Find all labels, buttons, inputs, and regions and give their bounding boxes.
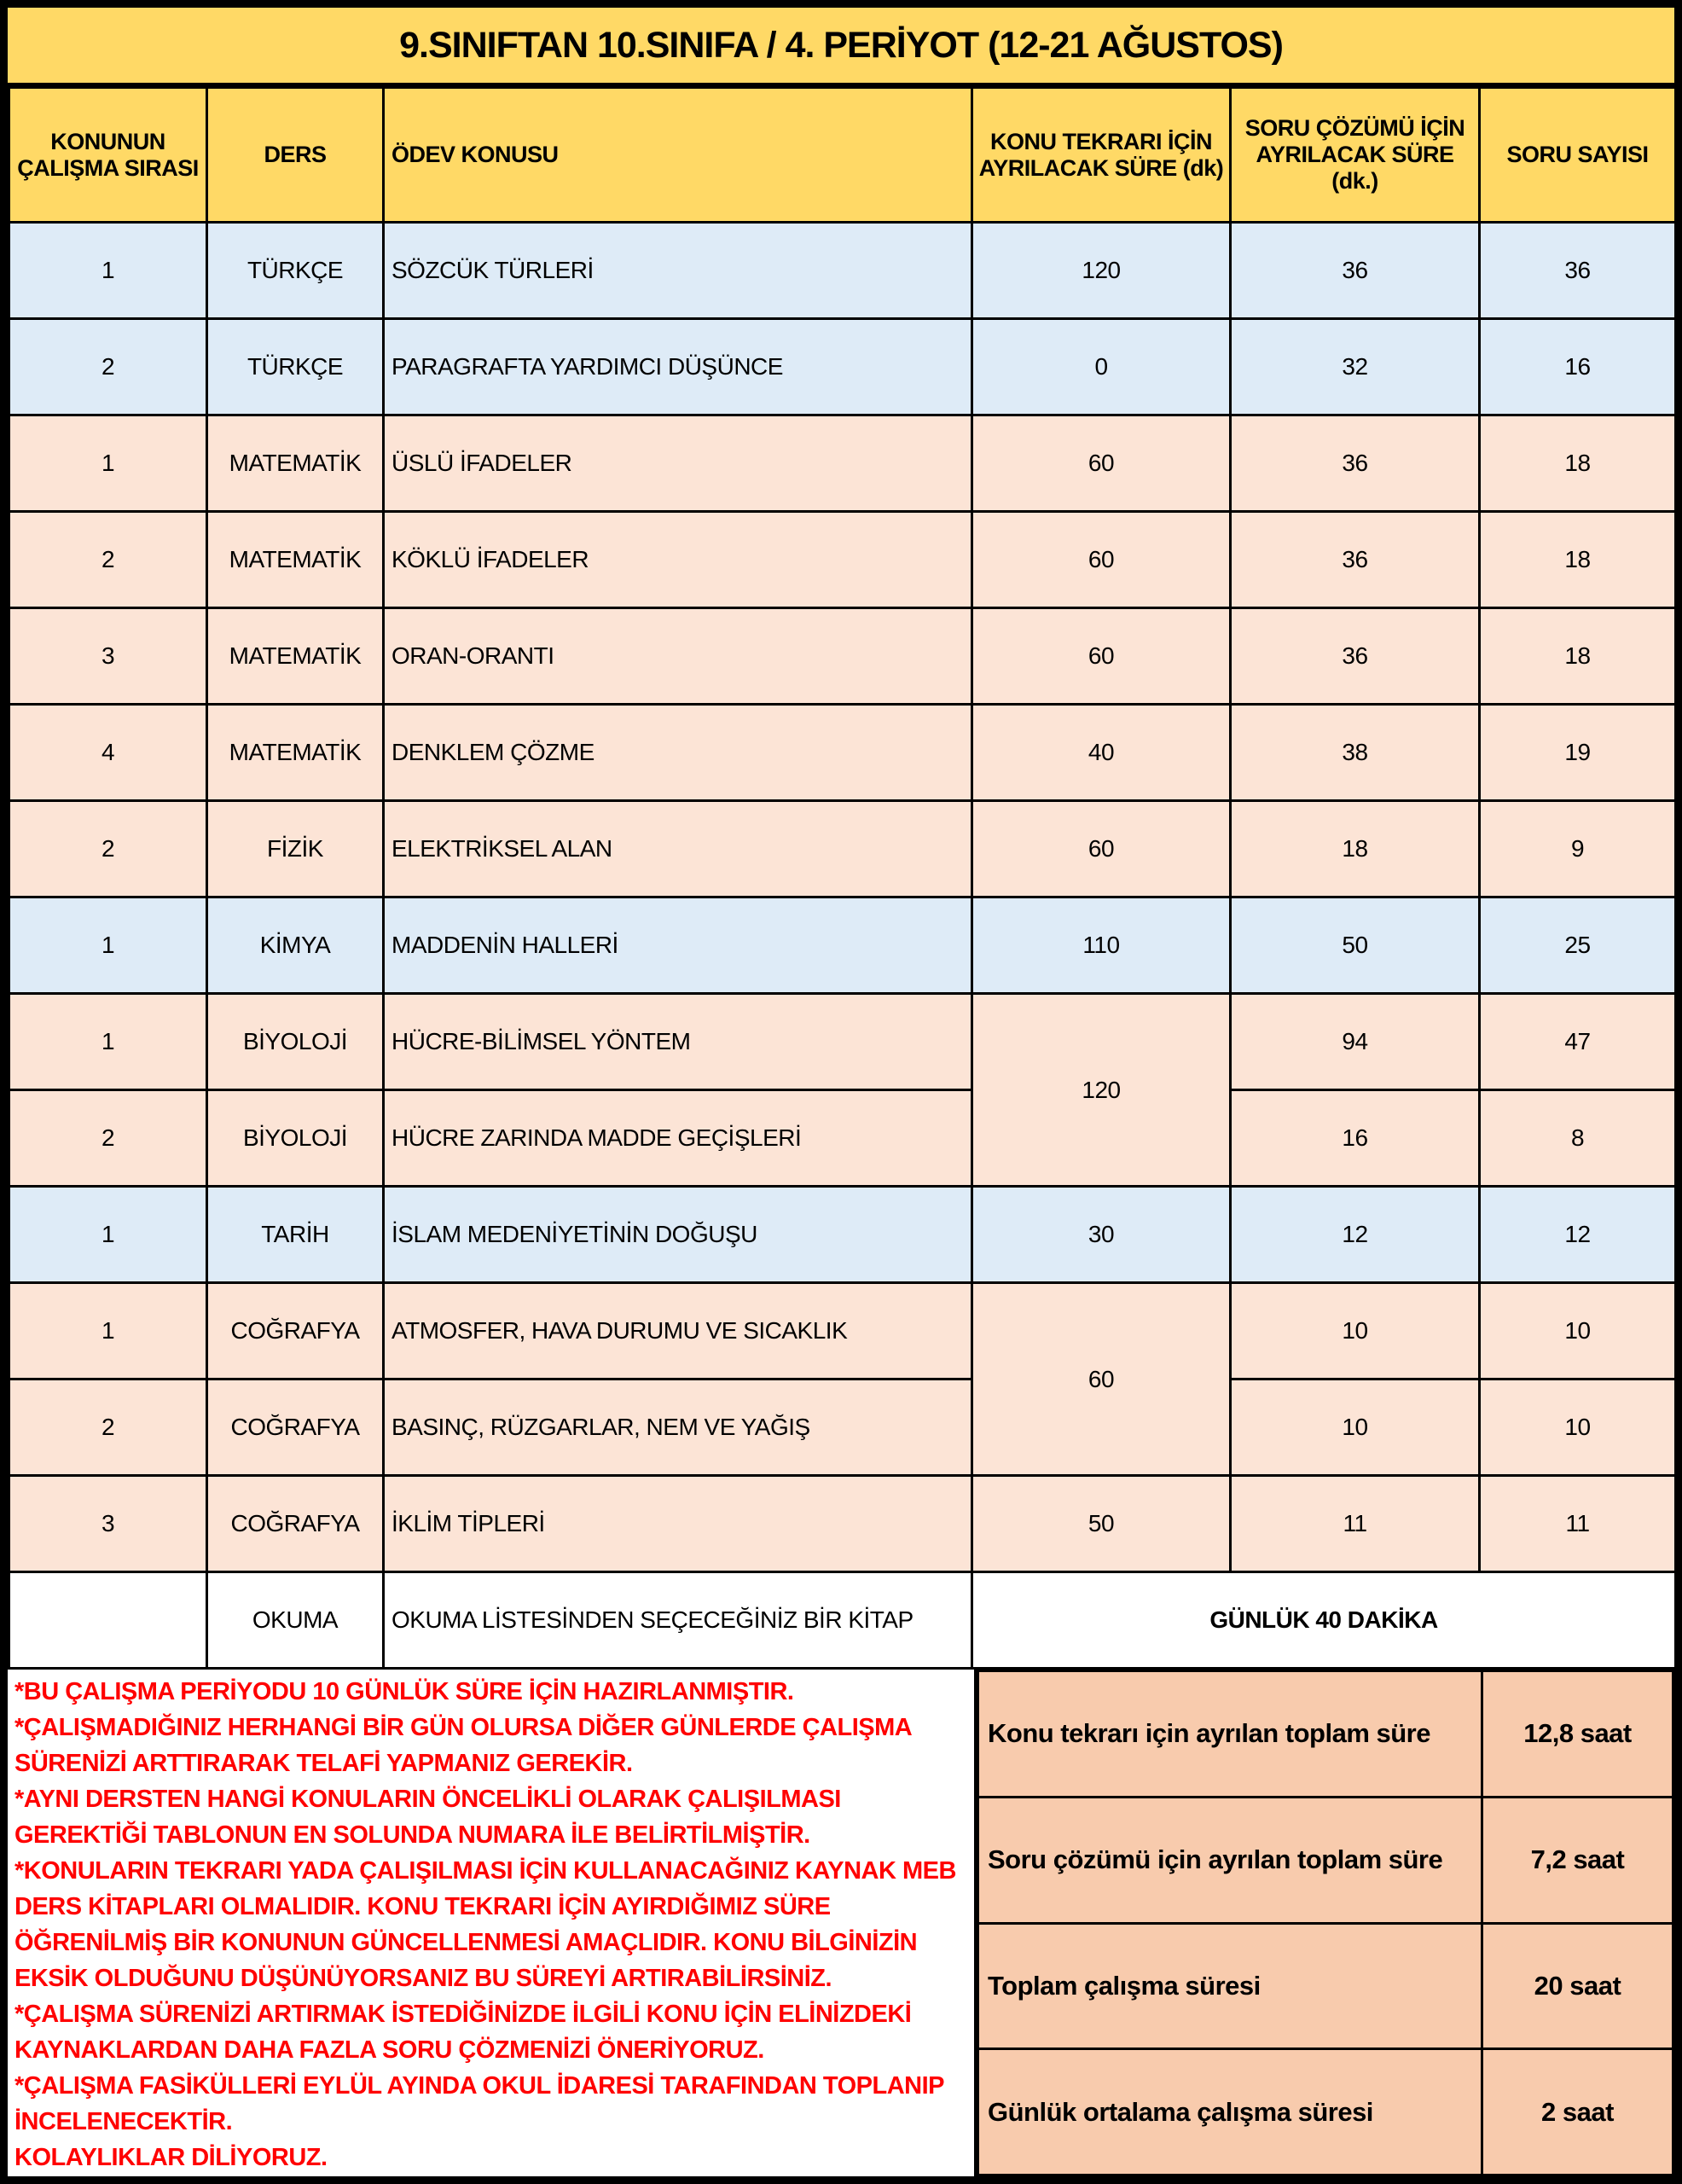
topic-cell: BASINÇ, RÜZGARLAR, NEM VE YAĞIŞ (384, 1380, 972, 1476)
note-line: *AYNI DERSTEN HANGİ KONULARIN ÖNCELİKLİ OLARAK ÇALIŞILMASI GEREKTİĞİ TABLONUN EN SOLUNDA NUMARA İLE BELİRTİLMİŞTİR. (14, 1786, 841, 1849)
table-row (9, 897, 1676, 994)
review-minutes-cell: 0 (972, 319, 1231, 415)
summary-value: 7,2 saat (1482, 1797, 1673, 1923)
summary-row (978, 1923, 1673, 2049)
topic-cell: KÖKLÜ İFADELER (384, 512, 972, 608)
table-row (9, 1090, 1676, 1187)
question-count-cell: 18 (1480, 415, 1676, 512)
topic-cell: ÜSLÜ İFADELER (384, 415, 972, 512)
solving-minutes-cell: 10 (1231, 1283, 1480, 1380)
review-minutes-cell: 60 (972, 512, 1231, 608)
course-cell: COĞRAFYA (207, 1380, 384, 1476)
review-minutes-cell: 40 (972, 705, 1231, 801)
review-minutes-cell-merged: 60 (972, 1283, 1231, 1476)
order-cell: 1 (9, 223, 207, 319)
solving-minutes-cell: 10 (1231, 1380, 1480, 1476)
question-count-cell: 18 (1480, 512, 1676, 608)
table-row (9, 608, 1676, 705)
summary-label: Toplam çalışma süresi (978, 1923, 1482, 2049)
solving-minutes-cell: 32 (1231, 319, 1480, 415)
order-cell: 1 (9, 415, 207, 512)
col-header-topic: ÖDEV KONUSU (384, 88, 972, 223)
table-row (9, 319, 1676, 415)
topic-cell: HÜCRE ZARINDA MADDE GEÇİŞLERİ (384, 1090, 972, 1187)
course-cell: TARİH (207, 1187, 384, 1283)
question-count-cell: 10 (1480, 1380, 1676, 1476)
table-row (9, 1187, 1676, 1283)
solving-minutes-cell: 12 (1231, 1187, 1480, 1283)
question-count-cell: 11 (1480, 1476, 1676, 1572)
table-row (9, 223, 1676, 319)
note-line: *ÇALIŞMADIĞINIZ HERHANGİ BİR GÜN OLURSA DİĞER GÜNLERDE ÇALIŞMA SÜRENİZİ ARTTIRARAK TELAFİ YAPMANIZ GEREKİR. (14, 1714, 912, 1777)
summary-row (978, 2049, 1673, 2175)
solving-minutes-cell: 18 (1231, 801, 1480, 897)
course-cell: COĞRAFYA (207, 1283, 384, 1380)
order-cell: 1 (9, 994, 207, 1090)
solving-minutes-cell: 94 (1231, 994, 1480, 1090)
course-cell: TÜRKÇE (207, 319, 384, 415)
course-cell: KİMYA (207, 897, 384, 994)
solving-minutes-cell: 36 (1231, 223, 1480, 319)
question-count-cell: 10 (1480, 1283, 1676, 1380)
summary-label: Günlük ortalama çalışma süresi (978, 2049, 1482, 2175)
note-line: *ÇALIŞMA FASİKÜLLERİ EYLÜL AYINDA OKUL İDARESİ TARAFINDAN TOPLANIP İNCELENECEKTİR. (14, 2072, 944, 2135)
review-minutes-cell: 110 (972, 897, 1231, 994)
question-count-cell: 9 (1480, 801, 1676, 897)
question-count-cell: 16 (1480, 319, 1676, 415)
topic-cell: ORAN-ORANTI (384, 608, 972, 705)
topic-cell: ATMOSFER, HAVA DURUMU VE SICAKLIK (384, 1283, 972, 1380)
solving-minutes-cell: 11 (1231, 1476, 1480, 1572)
solving-minutes-cell: 36 (1231, 608, 1480, 705)
summary-table (977, 1670, 1674, 2176)
question-count-cell: 12 (1480, 1187, 1676, 1283)
course-cell: MATEMATİK (207, 608, 384, 705)
solving-minutes-cell: 36 (1231, 415, 1480, 512)
table-row (9, 801, 1676, 897)
course-cell: BİYOLOJİ (207, 994, 384, 1090)
course-cell: COĞRAFYA (207, 1476, 384, 1572)
col-header-review: KONU TEKRARI İÇİN AYRILACAK SÜRE (dk) (972, 88, 1231, 223)
table-row (9, 1283, 1676, 1380)
course-cell: TÜRKÇE (207, 223, 384, 319)
note-line: *BU ÇALIŞMA PERİYODU 10 GÜNLÜK SÜRE İÇİN HAZIRLANMIŞTIR. (14, 1678, 794, 1705)
topic-cell: OKUMA LİSTESİNDEN SEÇECEĞİNİZ BİR KİTAP (384, 1572, 972, 1669)
col-header-order: KONUNUN ÇALIŞMA SIRASI (9, 88, 207, 223)
question-count-cell: 18 (1480, 608, 1676, 705)
solving-minutes-cell: 36 (1231, 512, 1480, 608)
review-minutes-cell: 60 (972, 801, 1231, 897)
table-row (9, 994, 1676, 1090)
course-cell: OKUMA (207, 1572, 384, 1669)
topic-cell: SÖZCÜK TÜRLERİ (384, 223, 972, 319)
table-row (9, 705, 1676, 801)
order-cell: 2 (9, 1090, 207, 1187)
topic-cell: HÜCRE-BİLİMSEL YÖNTEM (384, 994, 972, 1090)
table-row (9, 1476, 1676, 1572)
solving-minutes-cell: 50 (1231, 897, 1480, 994)
summary-row (978, 1671, 1673, 1798)
summary-value: 20 saat (1482, 1923, 1673, 2049)
table-row (9, 512, 1676, 608)
topic-cell: DENKLEM ÇÖZME (384, 705, 972, 801)
order-cell: 1 (9, 897, 207, 994)
summary-value: 12,8 saat (1482, 1671, 1673, 1798)
course-cell: MATEMATİK (207, 415, 384, 512)
note-line: *KONULARIN TEKRARI YADA ÇALIŞILMASI İÇİN KULLANACAĞINIZ KAYNAK MEB DERS KİTAPLARI OLMALIDIR. KONU TEKRARI İÇİN AYIRDIĞIMIZ SÜRE ÖĞRENİLMİŞ BİR KONUNUN GÜNCELLENMESİ AMAÇLIDIR. KONU BİLGİNİZİN EKSİK OLDUĞUNU DÜŞÜNÜYORSANIZ BU SÜREYİ ARTIRABİLİRSİNİZ. (14, 1857, 956, 1992)
question-count-cell: 25 (1480, 897, 1676, 994)
col-header-count: SORU SAYISI (1480, 88, 1676, 223)
review-minutes-cell: 120 (972, 223, 1231, 319)
review-minutes-cell: 60 (972, 608, 1231, 705)
note-line: *ÇALIŞMA SÜRENİZİ ARTIRMAK İSTEDİĞİNİZDE İLGİLİ KONU İÇİN ELİNİZDEKİ KAYNAKLARDAN DAHA FAZLA SORU ÇÖZMENİZİ ÖNERİYORUZ. (14, 2001, 912, 2064)
question-count-cell: 47 (1480, 994, 1676, 1090)
summary-label: Konu tekrarı için ayrılan toplam süre (978, 1671, 1482, 1798)
order-cell: 2 (9, 1380, 207, 1476)
header-row (9, 88, 1676, 223)
review-minutes-cell: 60 (972, 415, 1231, 512)
solving-minutes-cell: 38 (1231, 705, 1480, 801)
question-count-cell: 19 (1480, 705, 1676, 801)
order-cell: 1 (9, 1187, 207, 1283)
topic-cell: MADDENİN HALLERİ (384, 897, 972, 994)
question-count-cell: 8 (1480, 1090, 1676, 1187)
order-cell: 3 (9, 1476, 207, 1572)
summary-label: Soru çözümü için ayrılan toplam süre (978, 1797, 1482, 1923)
page-title: 9.SINIFTAN 10.SINIFA / 4. PERİYOT (12-21 AĞUSTOS) (8, 8, 1674, 86)
order-cell (9, 1572, 207, 1669)
topic-cell: İSLAM MEDENİYETİNİN DOĞUŞU (384, 1187, 972, 1283)
col-header-course: DERS (207, 88, 384, 223)
course-cell: MATEMATİK (207, 705, 384, 801)
summary-row (978, 1797, 1673, 1923)
order-cell: 1 (9, 1283, 207, 1380)
study-table (8, 86, 1677, 1670)
order-cell: 2 (9, 319, 207, 415)
table-row-reading (9, 1572, 1676, 1669)
review-minutes-cell: 30 (972, 1187, 1231, 1283)
table-row (9, 415, 1676, 512)
review-minutes-cell-merged: 120 (972, 994, 1231, 1187)
topic-cell: İKLİM TİPLERİ (384, 1476, 972, 1572)
col-header-solving: SORU ÇÖZÜMÜ İÇİN AYRILACAK SÜRE (dk.) (1231, 88, 1480, 223)
course-cell: BİYOLOJİ (207, 1090, 384, 1187)
order-cell: 2 (9, 512, 207, 608)
table-row (9, 1380, 1676, 1476)
question-count-cell: 36 (1480, 223, 1676, 319)
daily-reading-cell: GÜNLÜK 40 DAKİKA (972, 1572, 1676, 1669)
course-cell: MATEMATİK (207, 512, 384, 608)
topic-cell: PARAGRAFTA YARDIMCI DÜŞÜNCE (384, 319, 972, 415)
summary-value: 2 saat (1482, 2049, 1673, 2175)
note-line: KOLAYLIKLAR DİLİYORUZ. (14, 2144, 328, 2171)
order-cell: 4 (9, 705, 207, 801)
review-minutes-cell: 50 (972, 1476, 1231, 1572)
topic-cell: ELEKTRİKSEL ALAN (384, 801, 972, 897)
course-cell: FİZİK (207, 801, 384, 897)
bottom-section (8, 1670, 1674, 2176)
order-cell: 2 (9, 801, 207, 897)
solving-minutes-cell: 16 (1231, 1090, 1480, 1187)
order-cell: 3 (9, 608, 207, 705)
footnotes-block (8, 1670, 977, 2176)
